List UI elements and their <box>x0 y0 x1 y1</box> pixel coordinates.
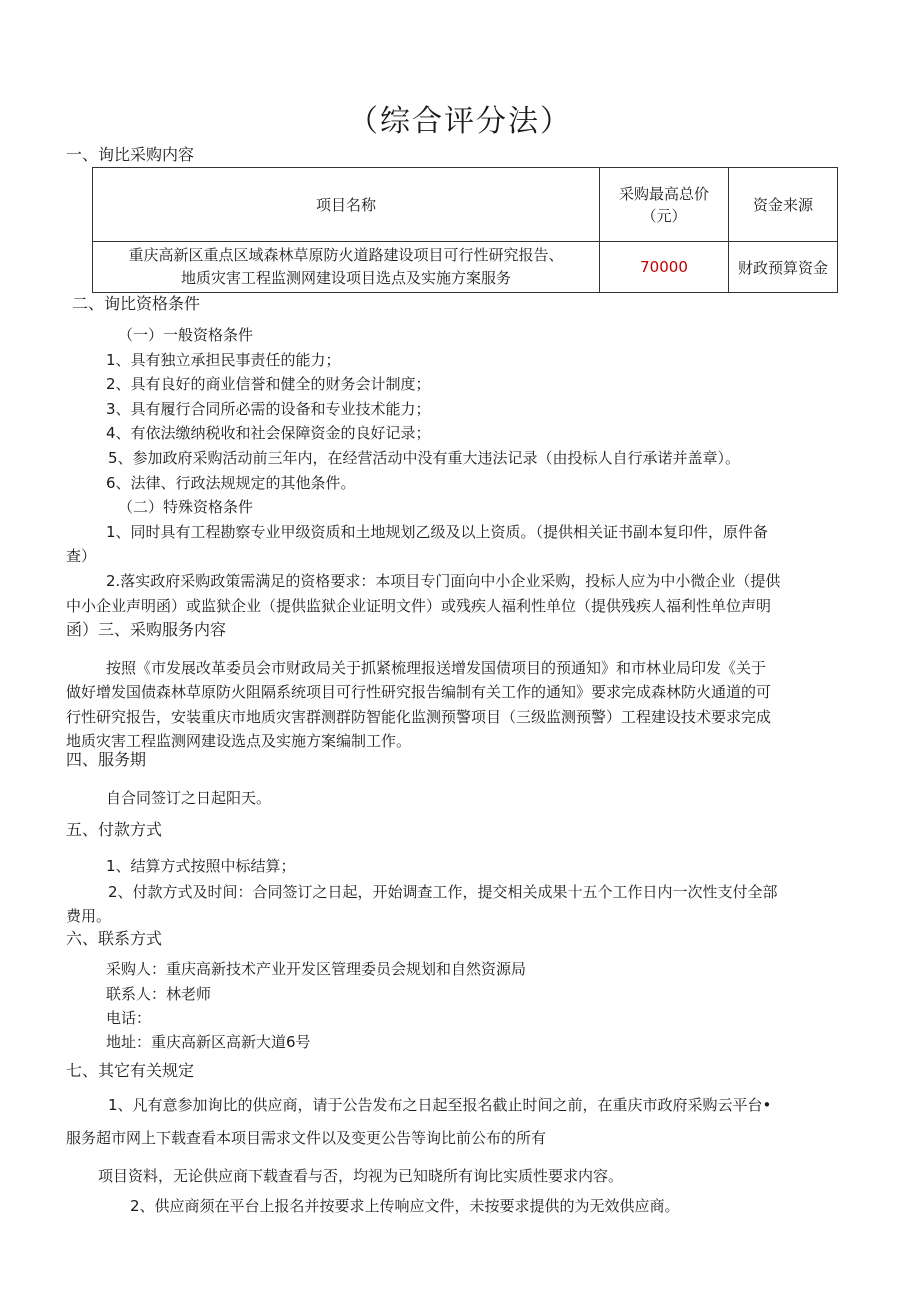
cell-project-name-line2: 地质灾害工程监测网建设项目选点及实施方案服务 <box>180 269 511 287</box>
rule-1-line3: 项目资料，无论供应商下载查看与否，均视为已知晓所有询比实质性要求内容。 <box>98 1167 624 1185</box>
qualification-item-6: 6、法律、行政法规规定的其他条件。 <box>106 474 356 492</box>
contact-purchaser: 采购人：重庆高新技术产业开发区管理委员会规划和自然资源局 <box>106 960 527 978</box>
rule-2: 2、供应商须在平台上报名并按要求上传响应文件，未按要求提供的为无效供应商。 <box>130 1197 680 1215</box>
header-max-price-line2: （元） <box>641 206 687 225</box>
header-project-name: 项目名称 <box>93 168 600 242</box>
cell-project-name-line1: 重庆高新区重点区域森林草原防火道路建设项目可行性研究报告、 <box>128 246 564 264</box>
section-heading-contact: 六、联系方式 <box>66 929 163 948</box>
special-qualification-2-line1: 2.落实政府采购政策需满足的资格要求：本项目专门面向中小企业采购，投标人应为中小微企业（提供 <box>106 572 781 590</box>
special-qualifications-heading: （二）特殊资格条件 <box>118 498 254 516</box>
qualification-item-5: 5、参加政府采购活动前三年内，在经营活动中没有重大违法记录（由投标人自行承诺并盖章）。 <box>108 449 741 467</box>
section-heading-service-period: 四、服务期 <box>66 750 147 769</box>
contact-phone: 电话： <box>106 1009 152 1027</box>
table-row <box>93 242 838 293</box>
payment-item-1: 1、结算方式按照中标结算； <box>106 857 296 875</box>
special-qualification-2-line2: 中小企业声明函）或监狱企业（提供监狱企业证明文件）或残疾人福利性单位（提供残疾人福利性单位声明 <box>66 597 772 615</box>
table-header-row <box>93 168 838 242</box>
qualification-item-1: 1、具有独立承担民事责任的能力； <box>106 351 341 369</box>
cell-project-name <box>93 242 600 293</box>
section-heading-procurement-content: 一、询比采购内容 <box>66 145 195 164</box>
contact-address: 地址：重庆高新区高新大道6号 <box>106 1033 311 1051</box>
payment-item-2-line2: 费用。 <box>66 907 112 925</box>
qualification-item-4: 4、有依法缴纳税收和社会保障资金的良好记录； <box>106 424 431 442</box>
qualification-item-3: 3、具有履行合同所必需的设备和专业技术能力； <box>106 400 431 418</box>
special-qualification-1-line2: 查） <box>66 547 97 565</box>
document-title: （综合评分法） <box>348 104 572 139</box>
rule-1-line2: 服务超市网上下载查看本项目需求文件以及变更公告等询比前公布的所有 <box>66 1129 547 1147</box>
section-heading-payment: 五、付款方式 <box>66 820 163 839</box>
rule-1-line1: 1、凡有意参加询比的供应商，请于公告发布之日起至报名截止时间之前，在重庆市政府采购云平台• <box>108 1096 772 1114</box>
qualification-item-2: 2、具有良好的商业信誉和健全的财务会计制度； <box>106 375 431 393</box>
special-qualification-1-line1: 1、同时具有工程勘察专业甲级资质和土地规划乙级及以上资质。（提供相关证书副本复印件，原件备 <box>106 523 769 541</box>
payment-item-2-line1: 2、付款方式及时间：合同签订之日起，开始调查工作，提交相关成果十五个工作日内一次性支付全部 <box>108 883 778 901</box>
section-heading-qualifications: 二、询比资格条件 <box>72 294 201 313</box>
general-qualifications-heading: （一）一般资格条件 <box>118 326 254 344</box>
service-content-line1: 按照《市发展改革委员会市财政局关于抓紧梳理报送增发国债项目的预通知》和市林业局印发《关于 <box>106 659 767 677</box>
service-content-line4: 地质灾害工程监测网建设选点及实施方案编制工作。 <box>66 732 412 750</box>
header-max-price <box>600 168 729 242</box>
contact-person: 联系人：林老师 <box>106 985 212 1003</box>
section-heading-other-rules: 七、其它有关规定 <box>66 1061 195 1080</box>
service-content-line3: 行性研究报告，安装重庆市地质灾害群测群防智能化监测预警项目（三级监测预警）工程建设技术要求完成 <box>66 708 772 726</box>
service-content-line2: 做好增发国债森林草原防火阻隔系统项目可行性研究报告编制有关工作的通知》要求完成森林防火通道的可 <box>66 683 772 701</box>
header-fund-source: 资金来源 <box>729 168 838 242</box>
service-period-text: 自合同签订之日起阳天。 <box>106 789 272 807</box>
procurement-table <box>92 167 838 293</box>
special-qualification-2-line3: 函）三、采购服务内容 <box>66 620 227 639</box>
header-max-price-line1: 采购最高总价 <box>618 184 709 203</box>
cell-max-price: 70000 <box>600 242 729 293</box>
cell-fund-source: 财政预算资金 <box>729 242 838 293</box>
